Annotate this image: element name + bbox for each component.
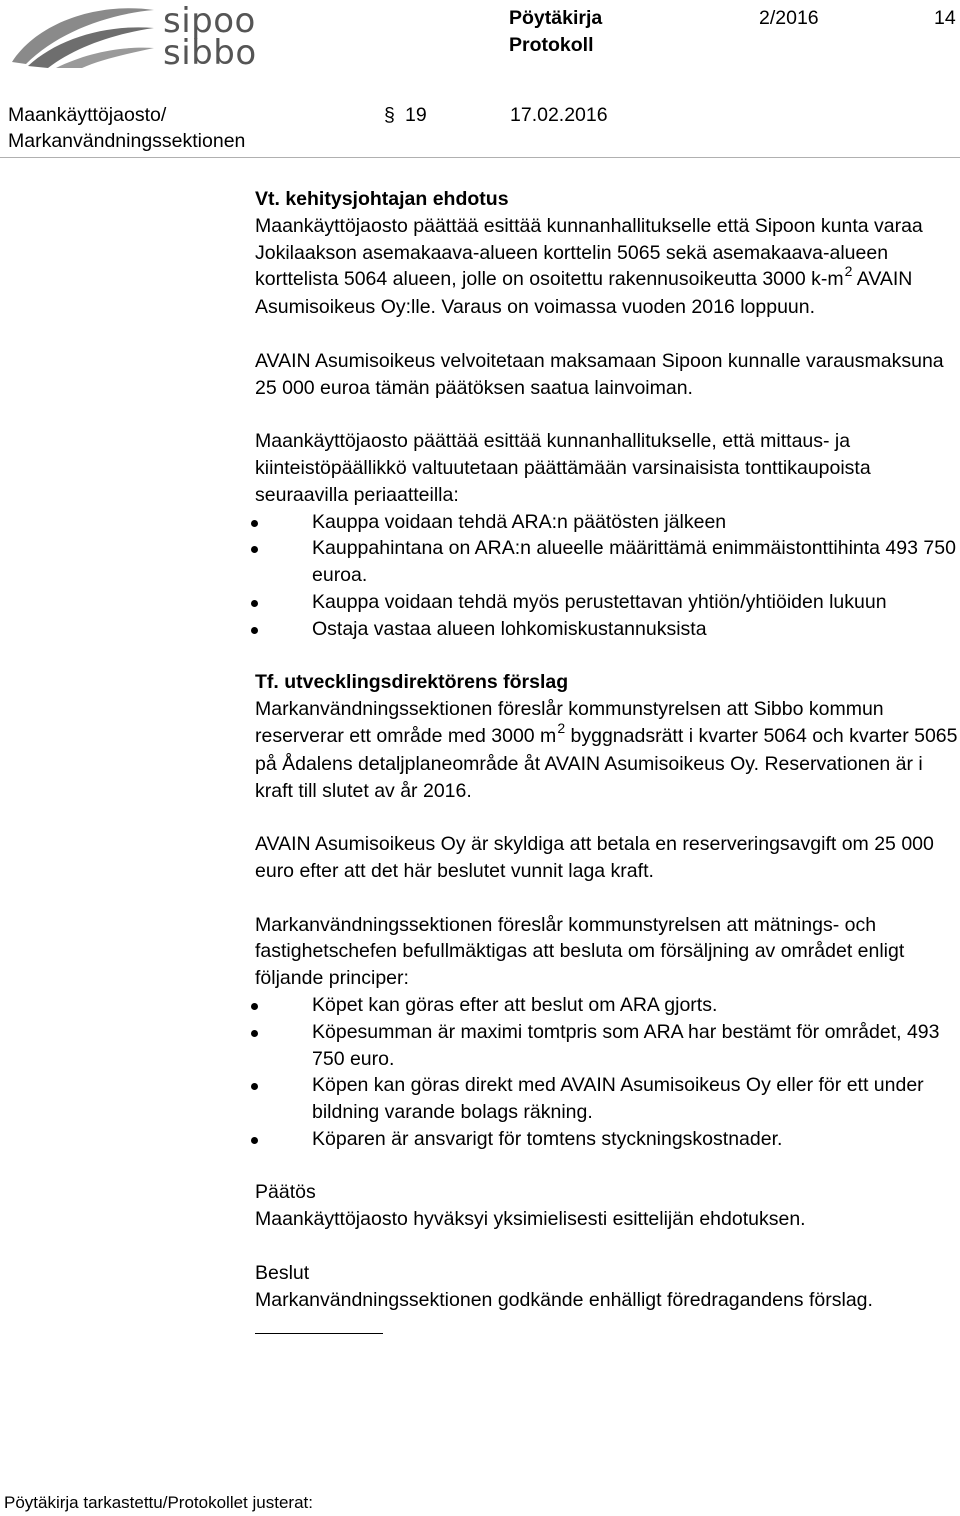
proposal-sv-heading: Tf. utvecklingsdirektörens förslag <box>255 671 569 694</box>
list-item: Ostaja vastaa alueen lohkomiskustannuksista <box>255 616 960 643</box>
list-item: Köparen är ansvarigt för tomtens styckningskostnader. <box>255 1126 960 1153</box>
header-divider <box>0 157 960 158</box>
body-name-sv: Markanvändningssektionen <box>8 130 246 152</box>
section-sign: § <box>384 104 395 126</box>
list-item: Kauppa voidaan tehdä ARA:n päätösten jälkeen <box>255 509 960 536</box>
proposal-fi-paragraph-2: AVAIN Asumisoikeus velvoitetaan maksamaan Sipoon kunnalle varausmaksuna 25 000 euroa tämän päätöksen saatua lainvoiman. <box>255 349 944 399</box>
meeting-date: 17.02.2016 <box>510 104 608 126</box>
list-item: Kauppahintana on ARA:n alueelle määrittämä enimmäistonttihinta 493 750 euroa. <box>255 535 960 589</box>
proposal-sv-bullet-list <box>255 992 960 1153</box>
proposal-fi-heading: Vt. kehitysjohtajan ehdotus <box>255 188 509 210</box>
sipoo-sibbo-logo <box>8 1 258 73</box>
list-item: Kauppa voidaan tehdä myös perustettavan yhtiön/yhtiöiden lukuun <box>255 589 960 616</box>
body-name-fi: Maankäyttöjaosto/ <box>8 104 167 126</box>
proposal-sv-p1-superscript: 2 <box>557 719 566 736</box>
proposal-fi-paragraph-1 <box>255 213 960 321</box>
document-body <box>255 186 960 1334</box>
doc-type-fi: Pöytäkirja <box>509 7 603 29</box>
decision-sv-heading: Beslut <box>255 1261 310 1284</box>
doc-number: 2/2016 <box>759 7 819 29</box>
logo-text-sibbo: sibbo <box>163 33 257 73</box>
decision-sv-text: Markanvändningssektionen godkände enhälligt föredragandens förslag. <box>255 1288 873 1311</box>
proposal-sv-paragraph-2: AVAIN Asumisoikeus Oy är skyldiga att betala en reserveringsavgift om 25 000 euro efter att det här beslutet vunnit laga kraft. <box>255 833 934 882</box>
proposal-fi-paragraph-3: Maankäyttöjaosto päättää esittää kunnanhallitukselle, että mittaus- ja kiinteistöpäällikkö valtuutetaan päättämään varsinaisista tonttikaupoista seuraavilla periaatteilla: <box>255 430 871 506</box>
section-number: 19 <box>405 104 427 126</box>
proposal-sv-paragraph-1 <box>255 696 960 804</box>
footer-verification-note: Pöytäkirja tarkastettu/Protokollet justerat: <box>4 1493 313 1512</box>
list-item: Köpen kan göras direkt med AVAIN Asumisoikeus Oy eller för ett under bildning varande bolags räkning. <box>255 1072 960 1126</box>
proposal-fi-p1-text: Maankäyttöjaosto päättää esittää kunnanhallitukselle että Sipoon kunta varaa Jokilaakson asemakaava-alueen korttelin 5065 sekä asemakaava-alueen korttelista 5064 alueen, jolle on osoitettu rakennusoikeutta 3000 k-m <box>255 214 923 291</box>
proposal-sv-p1-text: Markanvändningssektionen föreslår kommunstyrelsen att Sibbo kommun reserverar ett område med 3000 m <box>255 698 884 747</box>
list-item: Köpesumman är maximi tomtpris som ARA har bestämt för området, 493 750 euro. <box>255 1019 960 1073</box>
doc-type-sv: Protokoll <box>509 34 594 56</box>
signature-line <box>255 1333 383 1334</box>
proposal-sv-paragraph-3: Markanvändningssektionen föreslår kommunstyrelsen att mätnings- och fastighetschefen befullmäktigas att besluta om försäljning av området enligt följande principer: <box>255 913 905 990</box>
list-item: Köpet kan göras efter att beslut om ARA gjorts. <box>255 992 960 1019</box>
page-number: 14 <box>934 7 956 29</box>
proposal-fi-p1-superscript: 2 <box>844 263 853 280</box>
proposal-sv-p1-text-end: byggnadsrätt i kvarter 5064 och kvarter 5065 på Ådalens detaljplaneområde åt AVAIN Asumisoikeus Oy. Reservationen är i kraft till slutet av år 2016. <box>255 724 958 802</box>
decision-fi-text: Maankäyttöjaosto hyväksyi yksimielisesti esittelijän ehdotuksen. <box>255 1208 806 1231</box>
proposal-fi-bullet-list <box>255 509 960 643</box>
sipoo-swoosh-logo-icon <box>8 2 158 70</box>
decision-fi-heading: Päätös <box>255 1181 316 1204</box>
logo-text-sipoo: sipoo <box>163 1 256 41</box>
proposal-fi-p1-text-end: AVAIN Asumisoikeus Oy:lle. Varaus on voimassa vuoden 2016 loppuun. <box>255 268 913 319</box>
